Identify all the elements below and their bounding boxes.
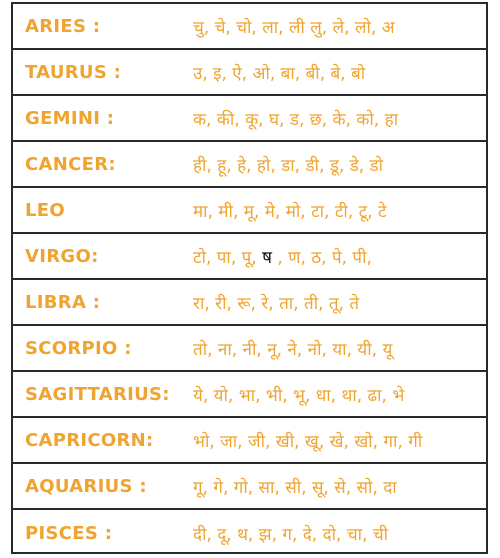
sign-name: LEO bbox=[25, 199, 65, 221]
table-row-aquarius bbox=[13, 464, 486, 510]
syllables-part-a: टो, पा, पू, bbox=[193, 247, 257, 268]
sign-name: ARIES : bbox=[25, 15, 101, 37]
table-row-taurus bbox=[13, 50, 486, 96]
sign-name: LIBRA : bbox=[25, 291, 101, 313]
table-row-leo bbox=[13, 188, 486, 234]
syllables: मा, मी, मू, मे, मो, टा, टी, टू, टे bbox=[193, 201, 387, 222]
syllables-part-c: , ण, ठ, पे, पी, bbox=[277, 247, 372, 268]
table-row-virgo bbox=[13, 234, 486, 280]
rashi-syllable-table bbox=[11, 2, 488, 554]
sign-name: SAGITTARIUS: bbox=[25, 383, 170, 405]
table-row-pisces bbox=[13, 510, 486, 556]
syllables: चु, चे, चो, ला, ली लु, ले, लो, अ bbox=[193, 17, 395, 38]
table-row-gemini bbox=[13, 96, 486, 142]
syllables: रा, री, रू, रे, ता, ती, तू, ते bbox=[193, 293, 360, 314]
sign-name: VIRGO: bbox=[25, 245, 99, 267]
syllables bbox=[193, 245, 372, 268]
table-row-capricorn bbox=[13, 418, 486, 464]
syllables: गू, गे, गो, सा, सी, सू, से, सो, दा bbox=[193, 477, 397, 498]
syllables: उ, इ, ऐ, ओ, बा, बी, बे, बो bbox=[193, 63, 366, 84]
syllables: ये, यो, भा, भी, भू, धा, था, ढा, भे bbox=[193, 385, 405, 406]
sign-name: SCORPIO : bbox=[25, 337, 132, 359]
syllables: तो, ना, नी, नू, ने, नो, या, यी, यू bbox=[193, 339, 393, 360]
table-row-aries bbox=[13, 4, 486, 50]
table-row-scorpio bbox=[13, 326, 486, 372]
syllables: भो, जा, जी, खी, खू, खे, खो, गा, गी bbox=[193, 431, 423, 452]
table-row-sagittarius bbox=[13, 372, 486, 418]
syllables: ही, हू, हे, हो, डा, डी, डू, डे, डो bbox=[193, 155, 384, 176]
sign-name: PISCES : bbox=[25, 522, 113, 544]
syllables: क, की, कू, घ, ड, छ, के, को, हा bbox=[193, 109, 399, 130]
syllables-part-b: ष bbox=[262, 247, 272, 268]
sign-name: CANCER: bbox=[25, 153, 116, 175]
table-row-cancer bbox=[13, 142, 486, 188]
sign-name: GEMINI : bbox=[25, 107, 115, 129]
sign-name: TAURUS : bbox=[25, 61, 122, 83]
sign-name: CAPRICORN: bbox=[25, 429, 154, 451]
table-row-libra bbox=[13, 280, 486, 326]
sign-name: AQUARIUS : bbox=[25, 475, 147, 497]
syllables: दी, दू, थ, झ, ग, दे, दो, चा, ची bbox=[193, 524, 389, 545]
